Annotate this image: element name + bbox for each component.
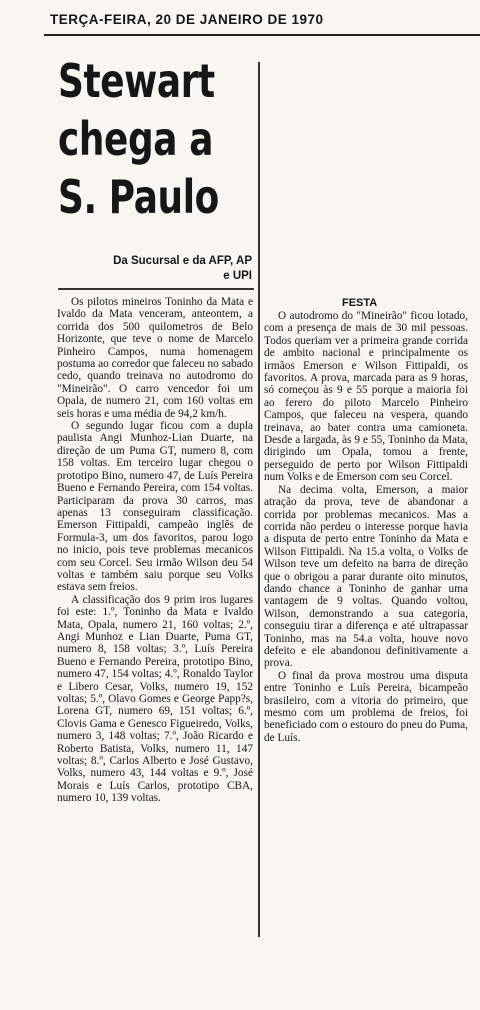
byline-line-2: e UPI [223, 270, 252, 282]
right-column [264, 297, 468, 744]
column-divider [258, 62, 260, 937]
headline-line-2: chega a [58, 112, 214, 166]
left-column [57, 296, 253, 805]
top-rule [44, 34, 480, 36]
byline-line-1: Da Sucursal e da AFP, AP [113, 255, 252, 267]
headline-line-3: S. Paulo [58, 170, 219, 224]
paragraph: Os pilotos mineiros Toninho da Mata e Ivaldo da Mata venceram, anteontem, a corrida dos 500 quilometros de Belo Horizonte, que teve o nome de Marcelo Pinheiro Campos, numa homenagem postuma ao corredor que faleceu no sabado cedo, quando treinava no autodromo do "Mineirão". O carro vencedor foi um Opala, de numero 21, com 160 voltas em seis horas e uma média de 94,2 km/h. [57, 296, 253, 420]
byline-rule [58, 288, 254, 290]
section-subhead: FESTA [342, 297, 378, 309]
paragraph: A classificação dos 9 prim iros lugares foi este: 1.º, Toninho da Mata e Ivaldo Mata, Opala, numero 21, 160 voltas; 2.º, Angi Munhoz e Lian Duarte, Puma GT, numero 8, 158 voltas; 3.º, Luís Pereira Bueno e Fernando Pereira, prototipo Bino, numero 47, 154 voltas; 4.º, Ronaldo Taylor e Libero Cesar, Volks, numero 19, 152 voltas; 5.º, Olavo Gomes e George Papp?s, Lorena GT, numero 69, 151 voltas; 6.º, Clovis Gama e Genesco Figueiredo, Volks, numero 3, 148 voltas; 7.º, João Ricardo e Roberto Batista, Volks, numero 11, 147 voltas; 8.º, Carlos Alberto e José Gustavo, Volks, numero 43, 144 voltas e 9.º, José Morais e Luís Carlos, prototipo CBA, numero 10, 139 voltas. [57, 593, 253, 805]
headline [58, 52, 219, 226]
dateline: TERÇA-FEIRA, 20 DE JANEIRO DE 1970 [50, 12, 324, 27]
byline [66, 254, 252, 284]
headline-line-1: Stewart [58, 54, 215, 108]
paragraph: O final da prova mostrou uma disputa entre Toninho e Luís Pereira, bicampeão brasileiro, com a vitoria do primeiro, que mesmo com um problema de freios, foi beneficiado com o estouro do pneu do Puma, de Luís. [264, 669, 468, 744]
paragraph: O segundo lugar ficou com a dupla paulista Angi Munhoz-Lian Duarte, na direção de um Puma GT, numero 8, com 158 voltas. Em terceiro lugar chegou o prototipo Bino, numero 47, de Luís Pereira Bueno e Fernando Pereira, com 154 voltas. Participaram da prova 30 carros, mas apenas 13 conseguiram classificação. Emerson Fittipaldi, campeão inglês de Formula-3, um dos favoritos, parou logo no inicio, pois teve problemas mecanicos com seu Corcel. Seu irmão Wilson deu 54 voltas e também saiu porque seu Volks estava sem freios. [57, 420, 253, 594]
paragraph: Na decima volta, Emerson, a maior atração da prova, teve de abandonar a corrida por problemas mecanicos. Mas a corrida não perdeu o interesse porque havia a disputa de perto entre Toninho da Mata e Wilson Fittipaldi. Na 15.a volta, o Volks de Wilson teve um defeito na barra de direção que o obrigou a parar durante oito minutos, dando chance a Toninho de ganhar uma vantagem de 9 voltas. Quando voltou, Wilson, demonstrando a sua categoria, conseguiu tirar a diferença e até ultrapassar Toninho, mas na 54.a volta, houve novo defeito e ele abandonou definitivamente a prova. [264, 483, 468, 670]
paragraph: O autodromo do "Mineirão" ficou lotado, com a presença de mais de 30 mil pessoas. Todos queriam ver a primeira grande corrida de ambito nacional e principalmente os irmãos Emerson e Wilson Fittipaldi, os favoritos. A prova, marcada para as 9 horas, só começou às 9 e 55 porque a maioria foi ao ferero do piloto Marcelo Pinheiro Campos, que faleceu na vespera, quando treinava, ao bater contra uma camioneta. Desde a largada, às 9 e 55, Toninho da Mata, dirigindo um Opala, tomou a frente, perseguido de perto por Wilson Fittipaldi num Volks e de Emerson com seu Corcel. [264, 310, 468, 484]
